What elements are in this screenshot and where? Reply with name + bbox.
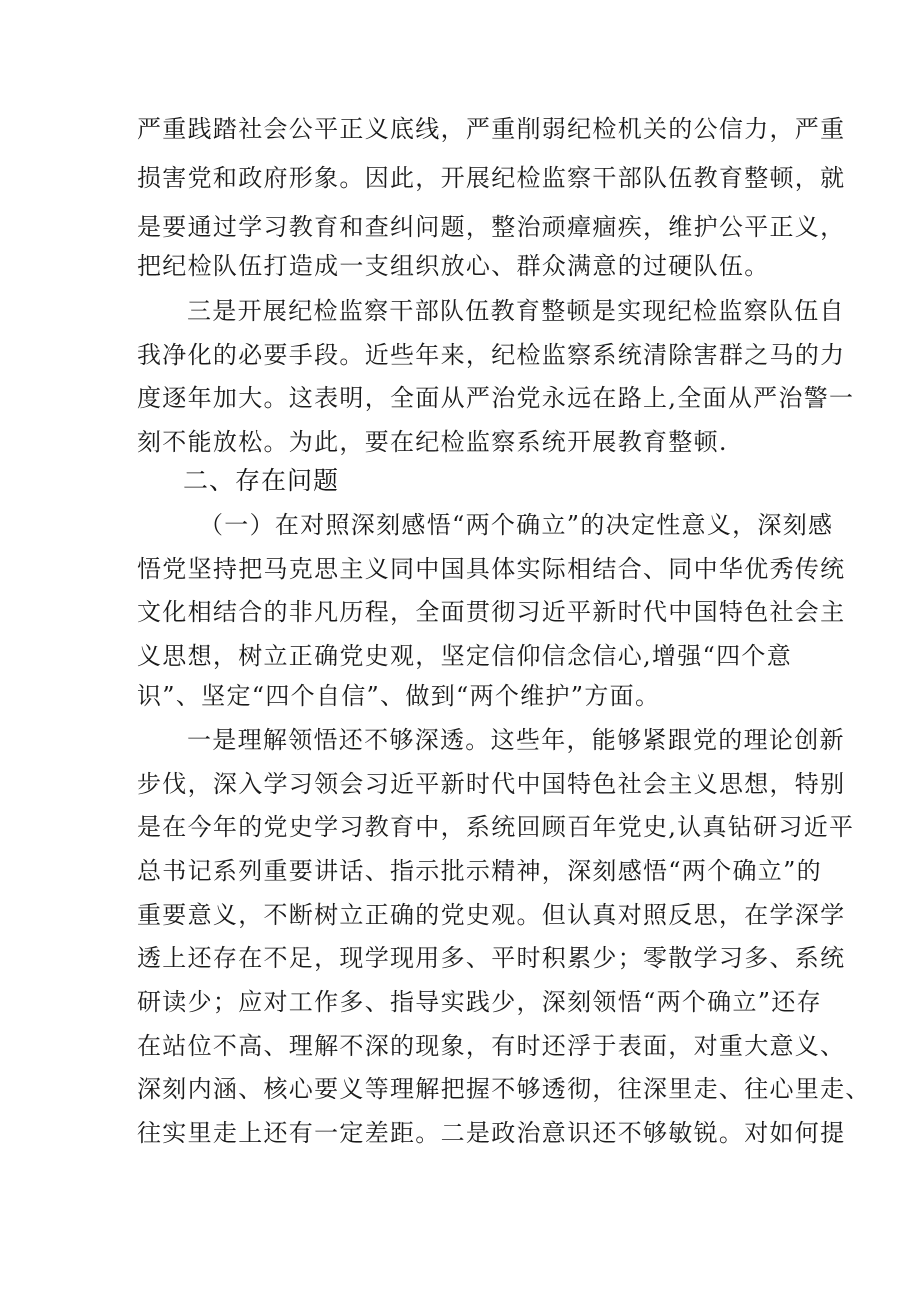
- paragraph-4-line: 在站位不高、理解不深的现象，有时还浮于表面，对重大意义、: [137, 1032, 846, 1060]
- paragraph-2-line: 度逐年加大。这表明，全面从严治党永远在路上,全面从严治警一: [137, 384, 855, 412]
- paragraph-2-line: 我净化的必要手段。近些年来，纪检监察系统清除害群之马的力: [137, 341, 846, 369]
- paragraph-4-line: 是在今年的党史学习教育中，系统回顾百年党史,认真钻研习近平: [137, 813, 855, 841]
- paragraph-3-line: 识”、坚定“四个自信”、做到“两个维护”方面。: [137, 682, 661, 710]
- paragraph-1-line: 是要通过学习教育和查纠问题，整治顽瘴痼疾，维护公平正义，: [137, 213, 846, 241]
- paragraph-4-line: 总书记系列重要讲话、指示批示精神，深刻感悟“两个确立”的: [137, 857, 822, 885]
- paragraph-3-line: 义思想，树立正确党史观，坚定信仰信念信心,增强“四个意: [137, 642, 792, 670]
- paragraph-4-line: 一是理解领悟还不够深透。这些年，能够紧跟党的理论创新: [187, 726, 845, 754]
- paragraph-4-line: 往实里走上还有一定差距。二是政治意识还不够敏锐。对如何提: [137, 1119, 846, 1147]
- paragraph-4-line: 重要意义，不断树立正确的党史观。但认真对照反思，在学深学: [137, 901, 846, 929]
- paragraph-4-line: 透上还存在不足，现学现用多、平时积累少；零散学习多、系统: [137, 944, 846, 972]
- paragraph-2-line: 三是开展纪检监察干部队伍教育整顿是实现纪检监察队伍自: [187, 297, 845, 325]
- paragraph-1-line: 把纪检队伍打造成一支组织放心、群众满意的过硬队伍。: [137, 252, 770, 280]
- paragraph-4-line: 深刻内涵、核心要义等理解把握不够透彻，往深里走、往心里走、: [137, 1075, 871, 1103]
- paragraph-3-line: 悟党坚持把马克思主义同中国具体实际相结合、同中华优秀传统: [137, 555, 846, 583]
- paragraph-3-line: 文化相结合的非凡历程，全面贯彻习近平新时代中国特色社会主: [137, 598, 846, 626]
- paragraph-4-line: 步伐，深入学习领会习近平新时代中国特色社会主义思想，特别: [137, 770, 846, 798]
- paragraph-2-line: 刻不能放松。为此，要在纪检监察系统开展教育整顿.: [137, 428, 728, 456]
- paragraph-1-line: 严重践踏社会公平正义底线，严重削弱纪检机关的公信力，严重: [137, 115, 846, 143]
- section-heading: 二、存在问题: [183, 466, 340, 495]
- paragraph-3-line: （一）在对照深刻感悟“两个确立”的决定性意义，深刻感: [199, 511, 834, 539]
- paragraph-1-line: 损害党和政府形象。因此，开展纪检监察干部队伍教育整顿，就: [137, 164, 846, 192]
- paragraph-4-line: 研读少；应对工作多、指导实践少，深刻领悟“两个确立”还存: [137, 988, 822, 1016]
